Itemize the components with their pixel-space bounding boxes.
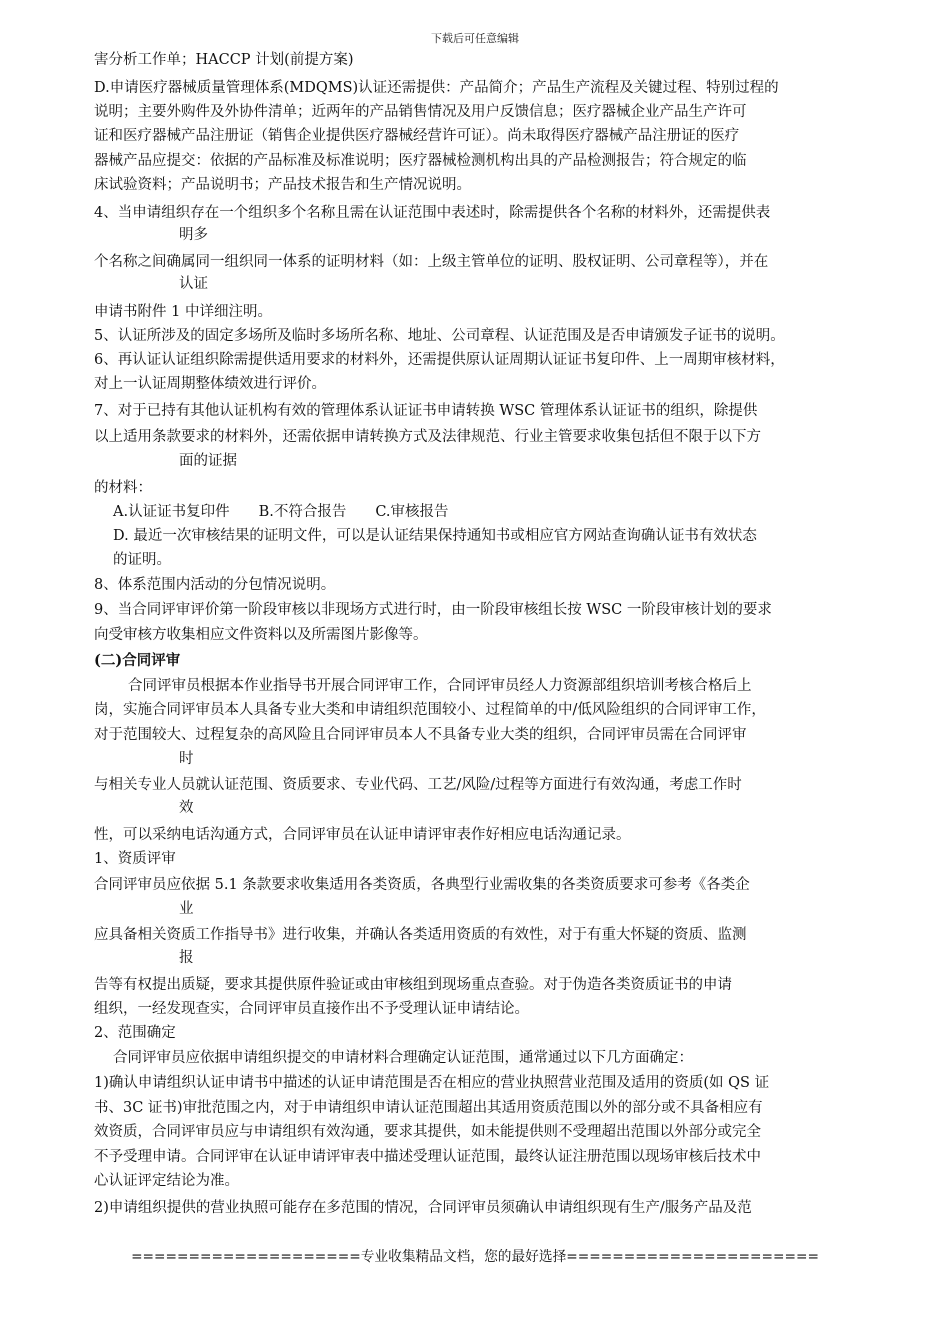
text-line: 的材料： [94, 480, 152, 496]
text-line: 岗，实施合同评审员本人具备专业大类和申请组织范围较小、过程简单的中/低风险组织的合同评审工作， [94, 702, 766, 718]
text-line: 面的证据 [179, 453, 237, 469]
text-line: D.申请医疗器械质量管理体系(MDQMS)认证还需提供：产品简介；产品生产流程及关键过程、特别过程的 [94, 80, 779, 96]
text-line: 性，可以采纳电话沟通方式，合同评审员在认证申请评审表作好相应电话沟通记录。 [94, 827, 631, 843]
text-line: 个名称之间确属同一组织同一体系的证明材料（如：上级主管单位的证明、股权证明、公司章程等），并在 [94, 254, 769, 270]
text-line: 2)申请组织提供的营业执照可能存在多范围的情况，合同评审员须确认申请组织现有生产/服务产品及范 [94, 1200, 752, 1216]
text-line: 7、对于已持有其他认证机构有效的管理体系认证证书申请转换 WSC 管理体系认证证书的组织，除提供 [94, 403, 758, 419]
text-line: 应具备相关资质工作指导书》进行收集，并确认各类适用资质的有效性，对于有重大怀疑的资质、监测 [94, 927, 747, 943]
text-line: 2、范围确定 [94, 1025, 176, 1041]
text-line: 向受审核方收集相应文件资料以及所需图片影像等。 [94, 627, 428, 643]
text-line: 明多 [179, 227, 208, 243]
text-line: 证和医疗器械产品注册证（销售企业提供医疗器械经营许可证）。尚未取得医疗器械产品注册证的医疗 [94, 128, 740, 144]
text-line: 4、当申请组织存在一个组织多个名称且需在认证范围中表述时，除需提供各个名称的材料外，还需提供表 [94, 205, 771, 221]
text-line: 书、3C 证书)审批范围之内，对于申请组织申请认证范围超出其适用资质范围以外的部分或不具备相应有 [94, 1100, 763, 1116]
text-line: 合同评审员应依据 5.1 条款要求收集适用各类资质，各典型行业需收集的各类资质要求可参考《各类企 [94, 877, 750, 893]
text-line: 5、认证所涉及的固定多场所及临时多场所名称、地址、公司章程、认证范围及是否申请颁发子证书的说明。 [94, 328, 785, 344]
text-line: 害分析工作单；HACCP 计划(前提方案) [94, 52, 354, 68]
text-line: 合同评审员根据本作业指导书开展合同评审工作，合同评审员经人力资源部组织培训考核合格后上 [128, 678, 752, 694]
text-line: A.认证证书复印件 B.不符合报告 C.审核报告 [113, 504, 449, 520]
text-line: 报 [179, 950, 194, 966]
text-line: 以上适用条款要求的材料外，还需依据申请转换方式及法律规范、行业主管要求收集包括但不限于以下方 [94, 429, 761, 445]
text-line: 1、资质评审 [94, 851, 176, 867]
section-heading: (二)合同评审 [94, 652, 181, 669]
text-line: 1)确认申请组织认证申请书中描述的认证申请范围是否在相应的营业执照营业范围及适用的资质(如 QS 证 [94, 1075, 770, 1091]
text-line: 与相关专业人员就认证范围、资质要求、专业代码、工艺/风险/过程等方面进行有效沟通，考虑工作时 [94, 777, 742, 793]
page-header: 下载后可任意编辑 [431, 32, 519, 45]
text-line: 效 [179, 800, 194, 816]
text-line: 组织，一经发现查实，合同评审员直接作出不予受理认证申请结论。 [94, 1001, 529, 1017]
text-line: 时 [179, 751, 194, 767]
text-line: 心认证评定结论为准。 [94, 1173, 239, 1189]
page-footer: ====================专业收集精品文档，您的最好选择====================== [131, 1249, 819, 1265]
text-line: 的证明。 [113, 552, 171, 568]
text-line: 认证 [179, 276, 208, 292]
text-line: 8、体系范围内活动的分包情况说明。 [94, 577, 336, 593]
text-line: 对于范围较大、过程复杂的高风险且合同评审员本人不具备专业大类的组织，合同评审员需在合同评审 [94, 727, 747, 743]
text-line: 不予受理申请。合同评审在认证申请评审表中描述受理认证范围，最终认证注册范围以现场审核后技术中 [94, 1149, 761, 1165]
text-line: 说明；主要外购件及外协件清单；近两年的产品销售情况及用户反馈信息；医疗器械企业产品生产许可 [94, 104, 747, 120]
text-line: 业 [179, 901, 194, 917]
text-line: 效资质，合同评审员应与申请组织有效沟通，要求其提供，如未能提供则不受理超出范围以外部分或完全 [94, 1124, 761, 1140]
text-line: D. 最近一次审核结果的证明文件，可以是认证结果保持通知书或相应官方网站查询确认证书有效状态 [113, 528, 757, 544]
text-line: 器械产品应提交：依据的产品标准及标准说明；医疗器械检测机构出具的产品检测报告；符合规定的临 [94, 153, 747, 169]
text-line: 9、当合同评审评价第一阶段审核以非现场方式进行时，由一阶段审核组长按 WSC 一阶段审核计划的要求 [94, 602, 772, 618]
text-line: 床试验资料；产品说明书；产品技术报告和生产情况说明。 [94, 177, 471, 193]
text-line: 合同评审员应依据申请组织提交的申请材料合理确定认证范围，通常通过以下几方面确定： [113, 1050, 693, 1066]
text-line: 告等有权提出质疑，要求其提供原件验证或由审核组到现场重点查验。对于伪造各类资质证书的申请 [94, 977, 732, 993]
text-line: 6、再认证认证组织除需提供适用要求的材料外，还需提供原认证周期认证证书复印件、上一周期审核材料， [94, 352, 785, 368]
text-line: 申请书附件 1 中详细注明。 [94, 304, 272, 320]
text-line: 对上一认证周期整体绩效进行评价。 [94, 376, 326, 392]
